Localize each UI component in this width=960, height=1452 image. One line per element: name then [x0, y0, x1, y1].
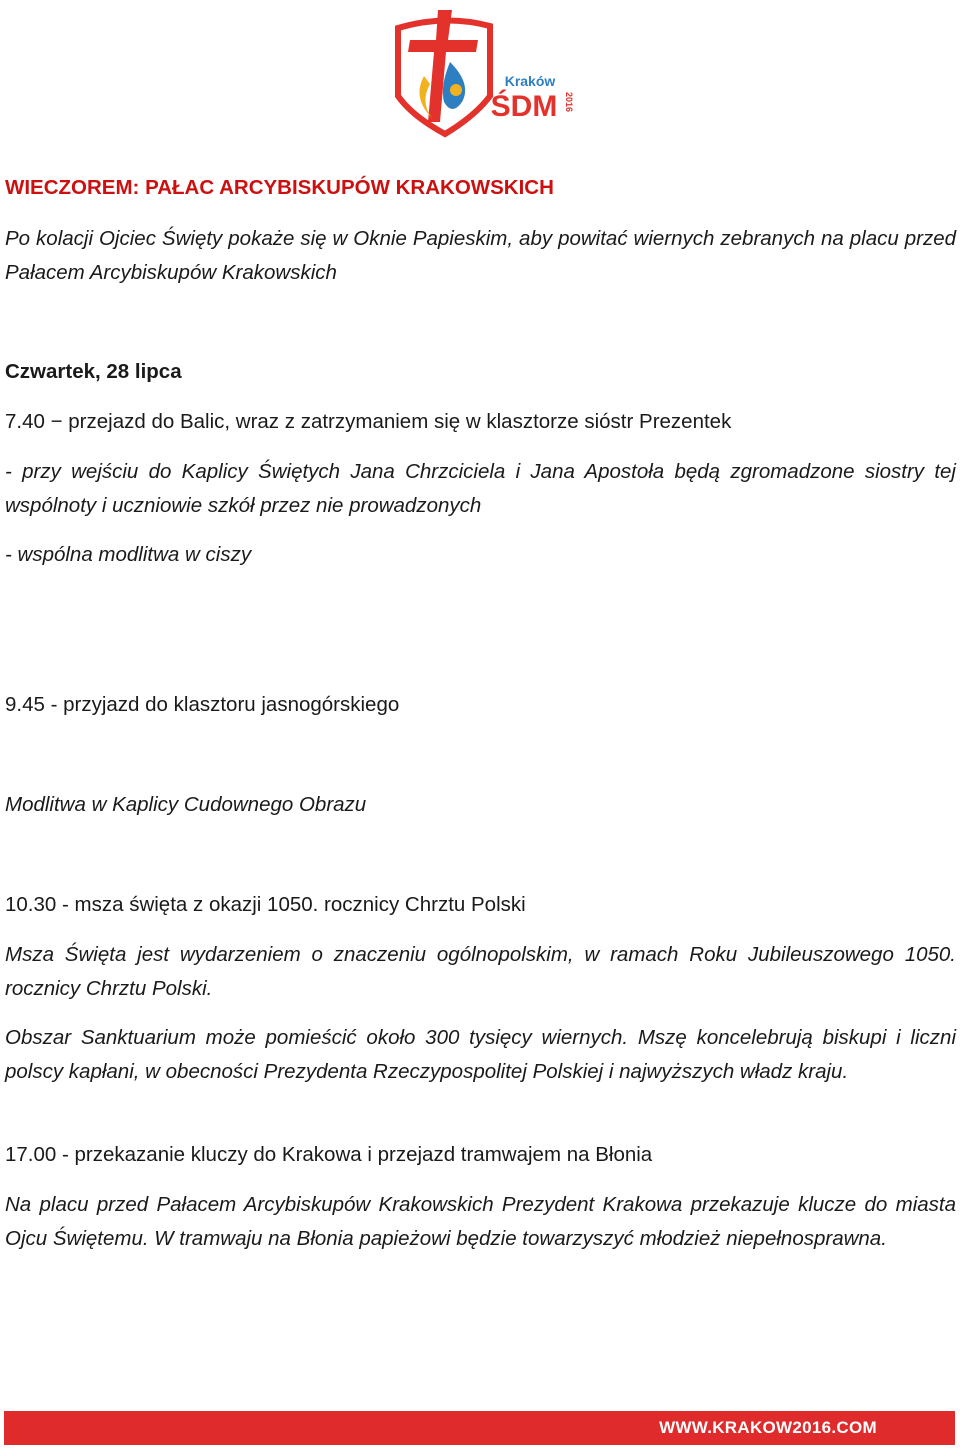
logo-graphic	[390, 6, 580, 138]
item-945-detail: Modlitwa w Kaplicy Cudownego Obrazu	[5, 793, 367, 816]
item-945: 9.45 - przyjazd do klasztoru jasnogórskiego	[5, 693, 400, 716]
item-1700-detail: Na placu przed Pałacem Arcybiskupów Krakowskich Prezydent Krakowa przekazuje klucze do miasta Ojcu Świętemu. W tramwaju na Błonia papieżowi będzie towarzyszyć młodzież niepełnosprawna.	[5, 1193, 956, 1250]
item-1030-detail-2: Obszar Sanktuarium może pomieścić około 300 tysięcy wiernych. Mszę koncelebrują biskupi i liczni polscy kapłani, w obecności Prezydenta Rzeczypospolitej Polskiej i najwyższych władz kraju.	[5, 1026, 956, 1083]
logo-city: Kraków	[504, 73, 556, 89]
footer-bar	[4, 1411, 955, 1445]
logo-year: 2016	[564, 91, 574, 113]
evening-title: WIECZOREM: PAŁAC ARCYBISKUPÓW KRAKOWSKICH	[5, 176, 554, 199]
item-740-detail-1: - przy wejściu do Kaplicy Świętych Jana Chrzciciela i Jana Apostoła będą zgromadzone siostry tej wspólnoty i uczniowie szkół przez nie prowadzonych	[5, 460, 956, 517]
footer-url[interactable]: WWW.KRAKOW2016.COM	[659, 1418, 877, 1437]
item-740-detail-2: - wspólna modlitwa w ciszy	[5, 543, 252, 566]
evening-text: Po kolacji Ojciec Święty pokaże się w Oknie Papieskim, aby powitać wiernych zebranych na placu przed Pałacem Arcybiskupów Krakowskich	[5, 227, 956, 284]
day-heading: Czwartek, 28 lipca	[5, 360, 182, 383]
item-1700: 17.00 - przekazanie kluczy do Krakowa i przejazd tramwajem na Błonia	[5, 1143, 653, 1166]
item-1030-detail-1: Msza Święta jest wydarzeniem o znaczeniu ogólnopolskim, w ramach Roku Jubileuszowego 1050. rocznicy Chrztu Polski.	[5, 943, 956, 1000]
item-740: 7.40 − przejazd do Balic, wraz z zatrzymaniem się w klasztorze sióstr Prezentek	[5, 410, 732, 433]
sdm-krakow-2016-logo	[390, 6, 580, 138]
item-1030: 10.30 - msza święta z okazji 1050. rocznicy Chrztu Polski	[5, 893, 526, 916]
logo-acronym: ŚDM	[490, 90, 558, 123]
